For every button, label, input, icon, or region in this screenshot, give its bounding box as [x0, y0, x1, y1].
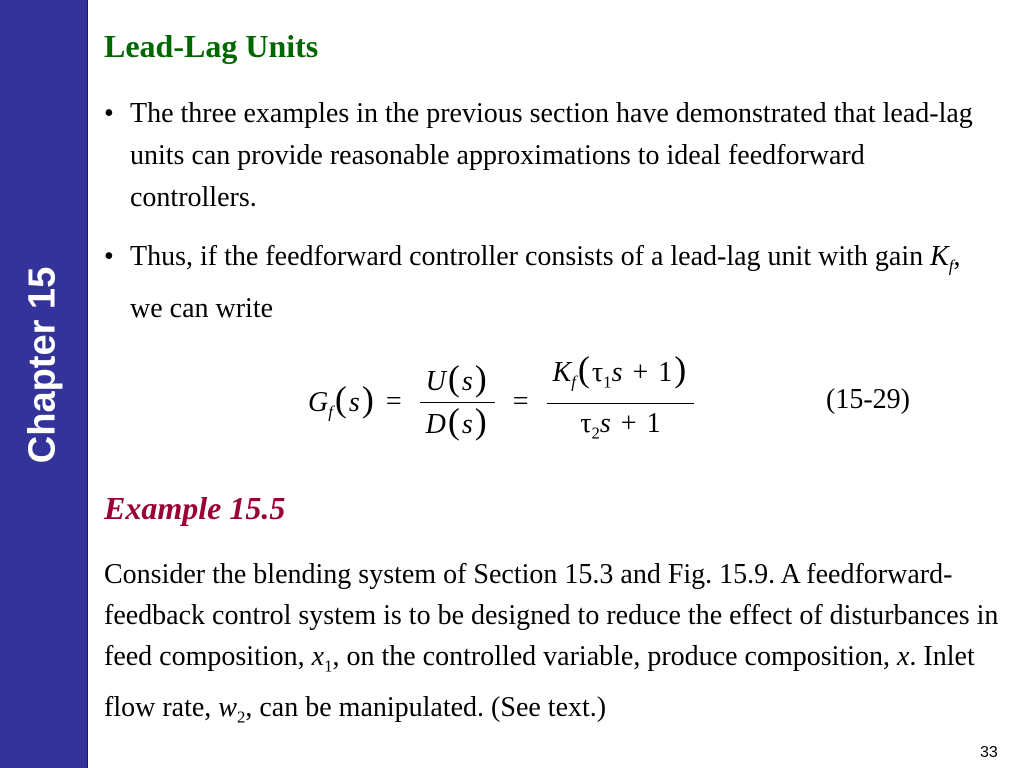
slide-title: Lead-Lag Units	[104, 28, 319, 64]
bullet-marker: •	[104, 241, 114, 272]
lead-lag-fraction: $\frac{K_f(\tau_1s + 1)}{\tau_2s + 1}$	[547, 351, 695, 453]
lead-lag-equation: $G_f(s)$ = $\frac{U(s)}{D(s)}$ = $\frac{K_f(\tau_1s + 1)}{\tau_2s + 1}$	[308, 352, 702, 452]
transfer-ratio-fraction: $\frac{U(s)}{D(s)}$	[420, 360, 495, 445]
equation-number: (15-29)	[826, 384, 910, 415]
example-body: Consider the blending system of Section 15.3 and Fig. 15.9. A feedforward-feedback control system is to be designed to reduce the effect of disturbances in feed composition, $x_1$, on the controlled variable, produce composition, x. Inlet flow rate, $w_2$, can be manipulated. (See text.)	[104, 559, 999, 727]
page-number: 33	[980, 744, 998, 761]
gain-symbol: K	[930, 241, 949, 272]
bullet-text: Thus, if the feedforward controller consists of a lead-lag unit with gain $K_f$, we can write	[130, 241, 961, 324]
bullet-item	[104, 236, 994, 330]
example-title: Example 15.5	[104, 490, 286, 526]
chapter-label: Chapter 15	[21, 266, 64, 464]
bullet-text: The three examples in the previous section have demonstrated that lead-lag units can provide reasonable approximations to ideal feedforward controllers.	[130, 98, 973, 213]
chapter-sidebar	[0, 0, 88, 768]
equation-lhs: $G_f(s)$	[308, 379, 374, 422]
bullet-marker: •	[104, 98, 114, 129]
bullet-item	[104, 93, 994, 219]
